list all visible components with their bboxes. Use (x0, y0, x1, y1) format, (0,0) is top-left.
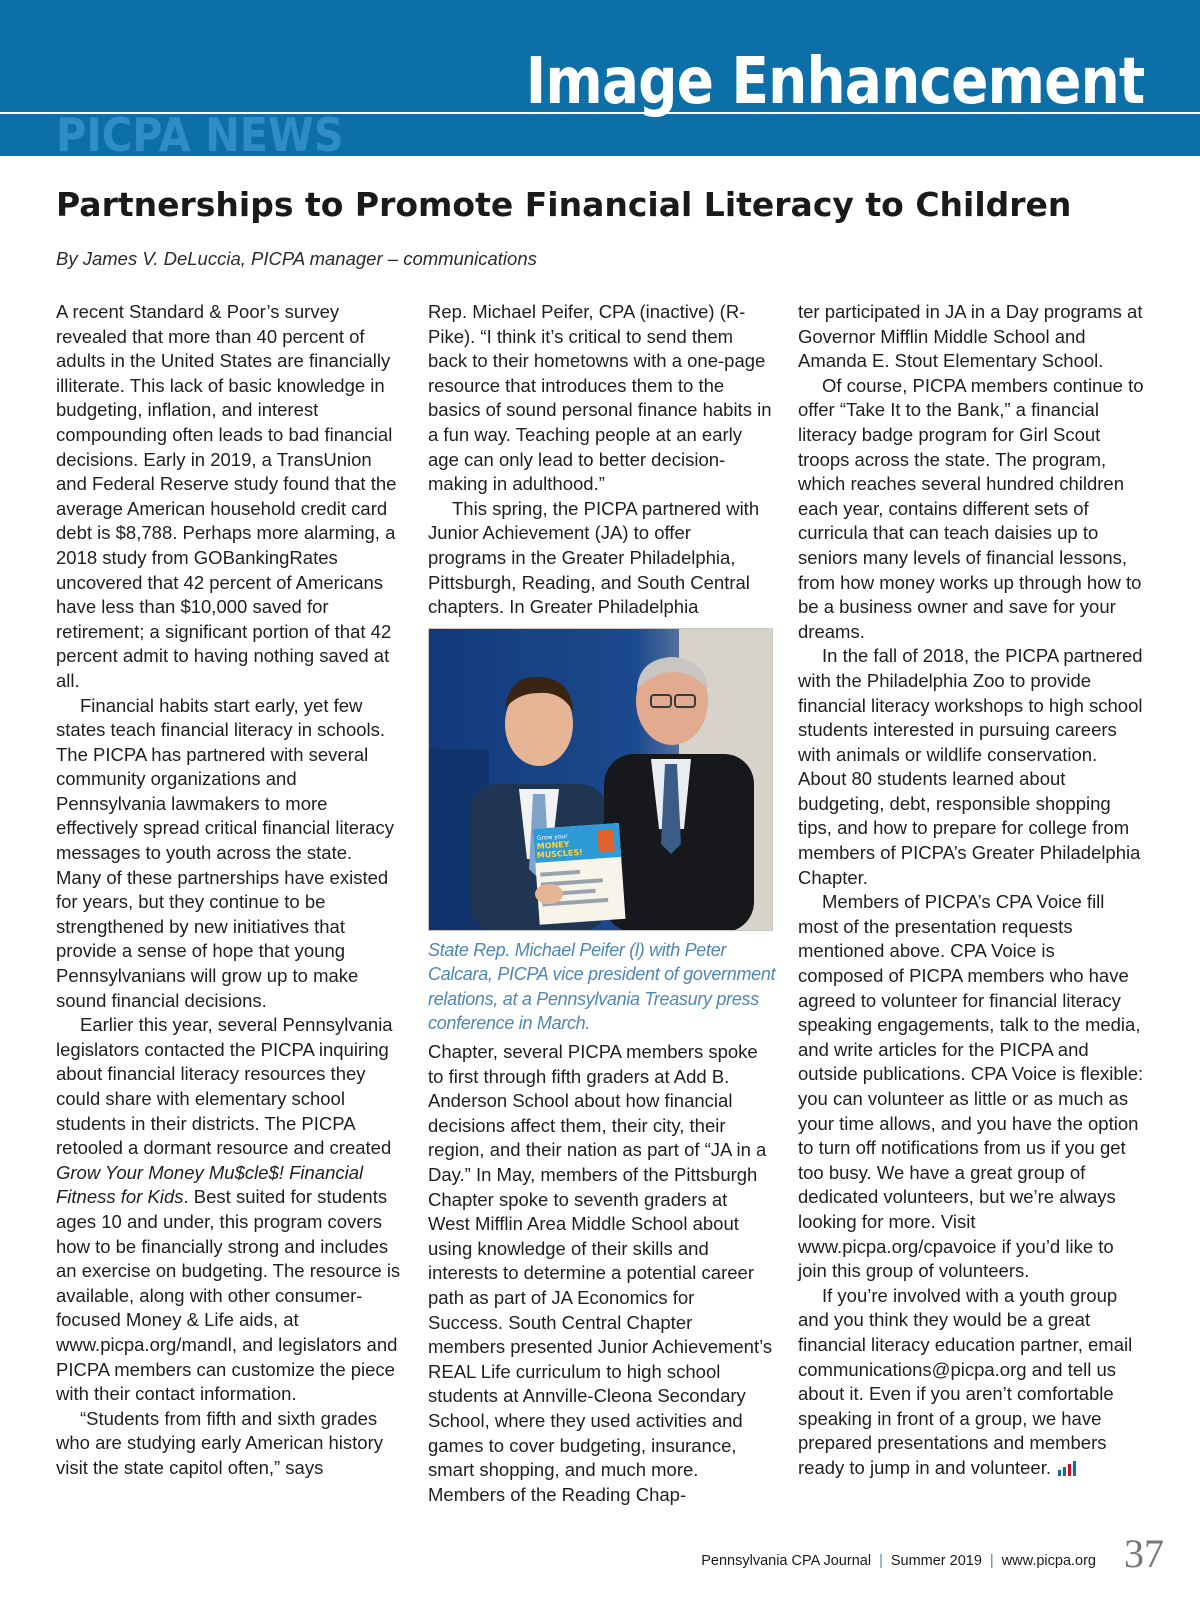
article-column-2 (428, 300, 774, 620)
booklet-line-3: MUSCLES! (536, 847, 584, 860)
paragraph: ter participated in JA in a Day programs at Governor Mifflin Middle School and Amanda E. Stout Elementary School. (798, 301, 1143, 372)
footer-separator: | (879, 1553, 883, 1569)
paragraph-text: . Best suited for students ages 10 and under, this program covers how to be financially strong and includes an exercise on budgeting. The resource is available, along with other consumer-focused Money & Life aids, at www.picpa.org/mandl, and legislators and PICPA members can customize the piece with their contact information. (56, 1186, 401, 1405)
paragraph: Members of PICPA’s CPA Voice fill most of the presentation requests mentioned above. CPA Voice is composed of PICPA members who have agreed to volunteer for financial literacy speaking engagements, talk to the media, and write articles for the PICPA and outside publications. CPA Voice is flexible: you can volunteer as little or as much as your time allows, and you have the option to turn off notifications from us if you get too busy. We have a great group of dedicated volunteers, but we’re always looking for more. Visit www.picpa.org/cpavoice if you’d like to join this group of volunteers. (798, 891, 1144, 1282)
footer-site-link[interactable]: www.picpa.org (1001, 1553, 1096, 1569)
article-column-3 (798, 300, 1144, 1481)
photo-caption: State Rep. Michael Peifer (l) with Peter Calcara, PICPA vice president of government relations, at a Pennsylvania Treasury press conference in March. (428, 940, 776, 1034)
page-footer (701, 1553, 1096, 1569)
footer-separator: | (989, 1553, 994, 1569)
article-headline: Partnerships to Promote Financial Literacy to Children (56, 185, 1072, 224)
footer-journal: Pennsylvania CPA Journal (701, 1553, 872, 1569)
paragraph: Rep. Michael Peifer, CPA (inactive) (R-Pike). “I think it’s critical to send them back to their hometowns with a one-page resource that introduces them to the basics of sound personal finance habits in a fun way. Teaching people at an early age can only lead to better decision-making in adulthood.” (428, 301, 772, 495)
paragraph: Financial habits start early, yet few states teach financial literacy in schools. The PICPA has partnered with several community organizations and Pennsylvania lawmakers to more effectively spread critical financial literacy messages to youth across the state. Many of these partnerships have existed for years, but they continue to be strengthened by new initiatives that provide a sense of hope that young Pennsylvanians will grow up to make sound financial decisions. (56, 694, 394, 1011)
article-photo (428, 628, 773, 931)
section-kicker: PICPA NEWS (56, 108, 344, 162)
end-mark-icon (1057, 1461, 1077, 1477)
paragraph: A recent Standard & Poor’s survey revealed that more than 40 percent of adults in the United States are financially illiterate. This lack of basic knowledge in budgeting, inflation, and interest compounding often leads to bad financial decisions. Early in 2019, a TransUnion and Federal Reserve study found that the average American household credit card debt is $8,788. Perhaps more alarming, a 2018 study from GOBankingRates uncovered that 42 percent of Americans have less than $10,000 saved for retirement; a significant portion of that 42 percent admit to having nothing saved at all. (56, 301, 397, 691)
footer-issue: Summer 2019 (890, 1553, 982, 1569)
page-number: 37 (1124, 1531, 1164, 1576)
paragraph: Chapter, several PICPA members spoke to first through fifth graders at Add B. Anderson School about how financial decisions affect them, their city, their region, and their nation as part of “JA in a Day.” In May, members of the Pittsburgh Chapter spoke to seventh graders at West Mifflin Area Middle School about using knowledge of their skills and interests to determine a potential career path as part of JA Economics for Success. South Central Chapter members presented Junior Achievement’s REAL Life curriculum to high school students at Annville-Cleona Secondary School, where they used activities and games to cover budgeting, insurance, smart shopping, and much more. Members of the Reading Chap- (428, 1041, 773, 1505)
section-title: Image Enhancement (525, 45, 1144, 119)
photo-illustration (429, 629, 773, 931)
paragraph: “Students from fifth and sixth grades who are studying early American history visit the state capitol often,” says (56, 1407, 383, 1478)
resource-title: Grow Your Money Mu$cle$! Financial Fitness for Kids (56, 1161, 364, 1208)
booklet-line-1: Grow your (536, 832, 569, 842)
paragraph: This spring, the PICPA partnered with Junior Achievement (JA) to offer programs in the Greater Philadelphia, Pittsburgh, Reading, and South Central chapters. In Greater Philadelphia (428, 497, 760, 618)
article-column-2-continued (428, 1040, 774, 1507)
paragraph (56, 1013, 402, 1407)
paragraph-text: Earlier this year, several Pennsylvania legislators contacted the PICPA inquiring about financial literacy resources they could share with elementary school students in their districts. The PICPA retooled a dormant resource and created (56, 1014, 393, 1159)
article-byline: By James V. DeLuccia, PICPA manager – communications (56, 248, 537, 269)
paragraph-text: If you’re involved with a youth group and you think they would be a great financial literacy education partner, email communications@picpa.org and tell us about it. Even if you aren’t comfortable speaking in front of a group, we have prepared presentations and members ready to jump in and volunteer. (798, 1284, 1133, 1478)
booklet-line-2: MONEY (536, 839, 570, 851)
paragraph (798, 1284, 1144, 1481)
paragraph: Of course, PICPA members continue to offer “Take It to the Bank,” a financial literacy badge program for Girl Scout troops across the state. The program, which reaches several hundred children each year, contains different sets of curricula that can teach daisies up to seniors many levels of financial lessons, from how money works up through how to be a business owner and save for your dreams. (798, 374, 1144, 642)
paragraph: In the fall of 2018, the PICPA partnered with the Philadelphia Zoo to provide financial literacy workshops to high school students interested in pursuing careers with animals or wildlife conservation. About 80 students learned about budgeting, debt, responsible shopping tips, and how to prepare for college from members of PICPA’s Greater Philadelphia Chapter. (798, 645, 1143, 888)
article-column-1 (56, 300, 402, 1481)
